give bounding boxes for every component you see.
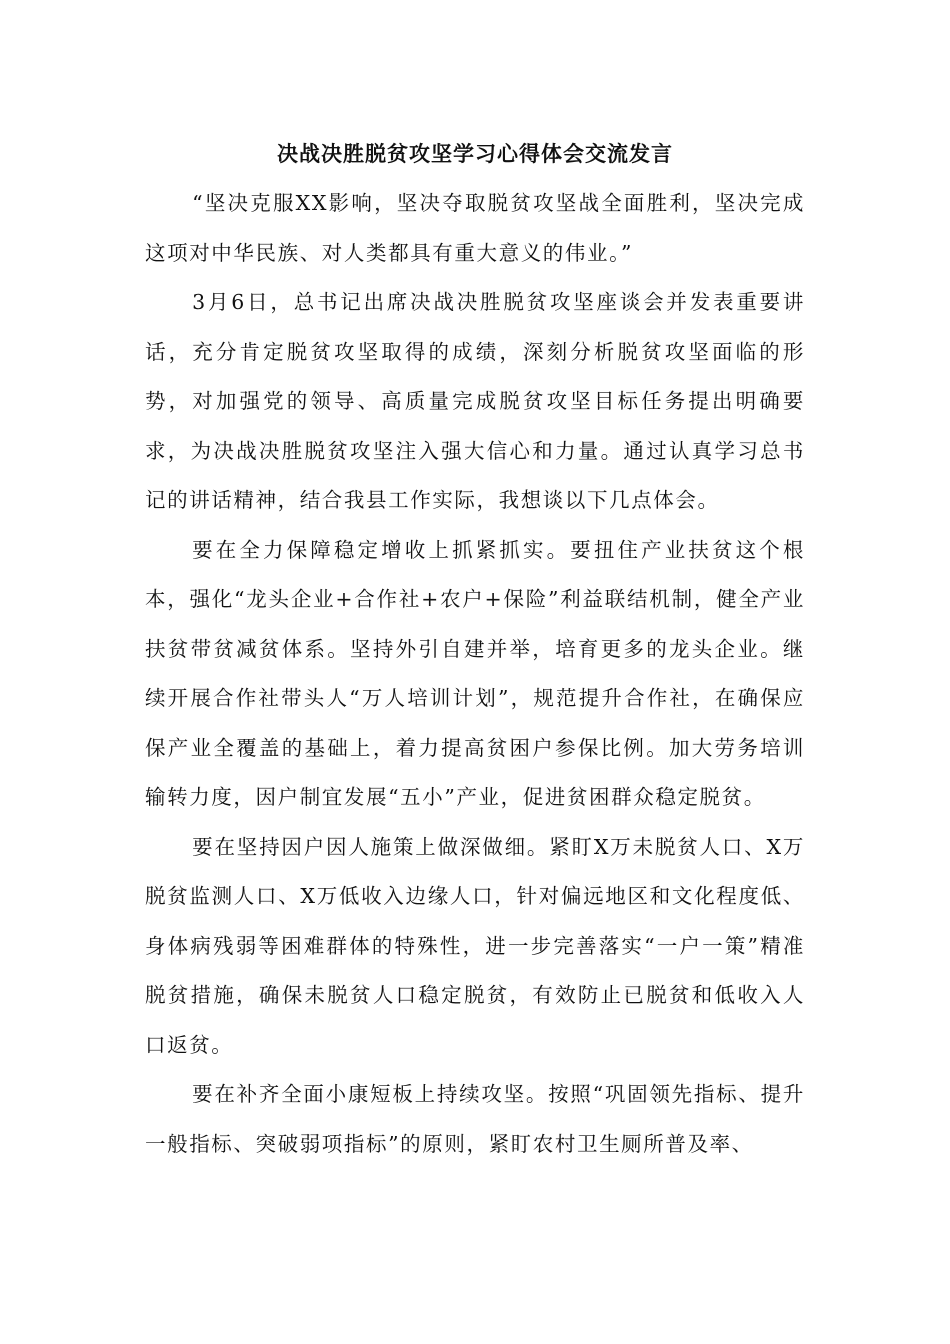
document-body bbox=[145, 179, 805, 1169]
paragraph-shortboard: 要在补齐全面小康短板上持续攻坚。按照“巩固领先指标、提升一般指标、突破弱项指标”的原则，紧盯农村卫生厕所普及率、 bbox=[145, 1082, 805, 1156]
paragraph-quote: “坚决克服XX影响，坚决夺取脱贫攻坚战全面胜利，坚决完成这项对中华民族、对人类都具有重大意义的伟业。” bbox=[145, 191, 805, 265]
paragraph-income: 要在全力保障稳定增收上抓紧抓实。要扭住产业扶贫这个根本，强化“龙头企业+合作社+农户+保险”利益联结机制，健全产业扶贫带贫减贫体系。坚持外引自建并举，培育更多的龙头企业。继续开展合作社带头人“万人培训计划”，规范提升合作社，在确保应保产业全覆盖的基础上，着力提高贫困户参保比例。加大劳务培训输转力度，因户制宜发展“五小”产业，促进贫困群众稳定脱贫。 bbox=[145, 537, 805, 809]
paragraph-policy: 要在坚持因户因人施策上做深做细。紧盯X万未脱贫人口、X万脱贫监测人口、X万低收入边缘人口，针对偏远地区和文化程度低、身体病残弱等困难群体的特殊性，进一步完善落实“一户一策”精准脱贫措施，确保未脱贫人口稳定脱贫，有效防止已脱贫和低收入人口返贫。 bbox=[145, 834, 805, 1057]
document-title: 决战决胜脱贫攻坚学习心得体会交流发言 bbox=[277, 141, 673, 166]
paragraph-intro: 3月6日，总书记出席决战决胜脱贫攻坚座谈会并发表重要讲话，充分肯定脱贫攻坚取得的成绩，深刻分析脱贫攻坚面临的形势，对加强党的领导、高质量完成脱贫攻坚目标任务提出明确要求，为决战决胜脱贫攻坚注入强大信心和力量。通过认真学习总书记的讲话精神，结合我县工作实际，我想谈以下几点体会。 bbox=[145, 290, 805, 512]
